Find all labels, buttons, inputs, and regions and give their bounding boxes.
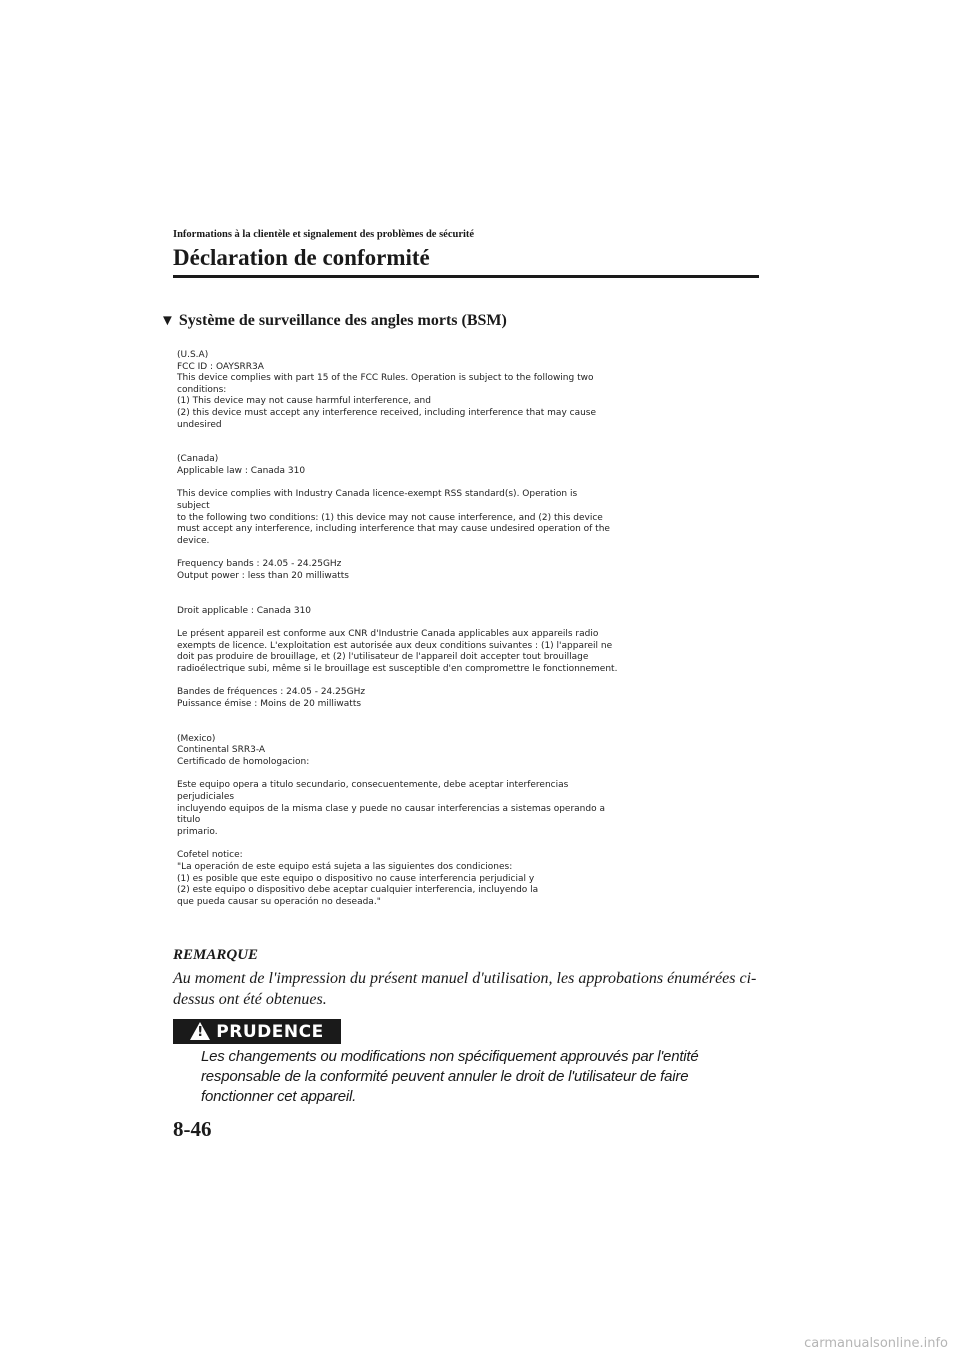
mexico-notice-heading: (Mexico) Continental SRR3-A Certificado de homologacion: xyxy=(177,733,310,767)
regulatory-notice-block xyxy=(177,350,627,908)
french-notice-body: Le présent appareil est conforme aux CNR d'Industrie Canada applicables aux appareils radio exempts de licence. L'exploitation est autorisée aux deux conditions suivantes : (1) l'appareil ne doit pas produire de brouillage, et (2) l'utilisateur de l'appareil doit accepter tout brouillage radioélectrique subi, même si le brouillage est susceptible d'en compromettre le fonctionnement. xyxy=(177,629,618,674)
header-divider xyxy=(173,275,759,278)
warning-icon xyxy=(190,1022,210,1040)
canada-notice-body: This device complies with Industry Canada licence-exempt RSS standard(s). Operation is subject to the following two conditions: (1) this device may not cause interference, and (2) this device must accept any interference, including interference that may cause undesired operation of the device. xyxy=(177,489,610,546)
watermark: carmanualsonline.info xyxy=(804,1336,948,1351)
french-law-notice: Droit applicable : Canada 310 xyxy=(177,605,312,616)
triangle-down-icon: ▼ xyxy=(160,312,175,329)
mexico-notice-body: Este equipo opera a titulo secundario, consecuentemente, debe aceptar interferencias perjudiciales incluyendo equipos de la misma clase y puede no causar interferencias a sistemas operando a titulo primario. xyxy=(177,780,605,837)
section-heading xyxy=(160,312,507,330)
caution-label: PRUDENCE xyxy=(216,1021,324,1042)
canada-notice-heading: (Canada) Applicable law : Canada 310 xyxy=(177,454,306,476)
caution-text: Les changements ou modifications non spécifiquement approuvés par l'entité responsable de la conformité peuvent annuler le droit de l'utilisateur de faire fonctionner cet appareil. xyxy=(201,1048,699,1105)
cofetel-notice: Cofetel notice: "La operación de este equipo está sujeta a las siguientes dos condiciones: (1) es posible que este equipo o dispositivo no cause interferencia perjudicial y (2) este equipo o dispositivo debe aceptar cualquier interferencia, incluyendo la que pueda causar su operación no deseada." xyxy=(177,850,539,907)
warning-icon-glyph: ! xyxy=(197,1024,204,1040)
page-header xyxy=(173,228,759,272)
canada-frequency-info: Frequency bands : 24.05 - 24.25GHz Output power : less than 20 milliwatts xyxy=(177,559,349,581)
remark-title: REMARQUE xyxy=(173,947,259,963)
caution-badge xyxy=(173,1019,341,1044)
usa-notice: (U.S.A) FCC ID : OAYSRR3A This device complies with part 15 of the FCC Rules. Operation is subject to the following two conditions: (1) This device may not cause harmful interference, and (2) this device must accept any interference received, including interference that may cause undesired xyxy=(177,350,597,430)
page-title: Déclaration de conformité xyxy=(173,245,430,270)
section-heading-text: Système de surveillance des angles morts (BSM) xyxy=(178,312,507,329)
remark-text: Au moment de l'impression du présent manuel d'utilisation, les approbations énumérées ci-dessus ont été obtenues. xyxy=(173,970,757,1008)
page-number: 8-46 xyxy=(173,1117,212,1141)
chapter-subtitle: Informations à la clientèle et signalement des problèmes de sécurité xyxy=(173,229,475,240)
french-frequency-info: Bandes de fréquences : 24.05 - 24.25GHz Puissance émise : Moins de 20 milliwatts xyxy=(177,687,366,710)
